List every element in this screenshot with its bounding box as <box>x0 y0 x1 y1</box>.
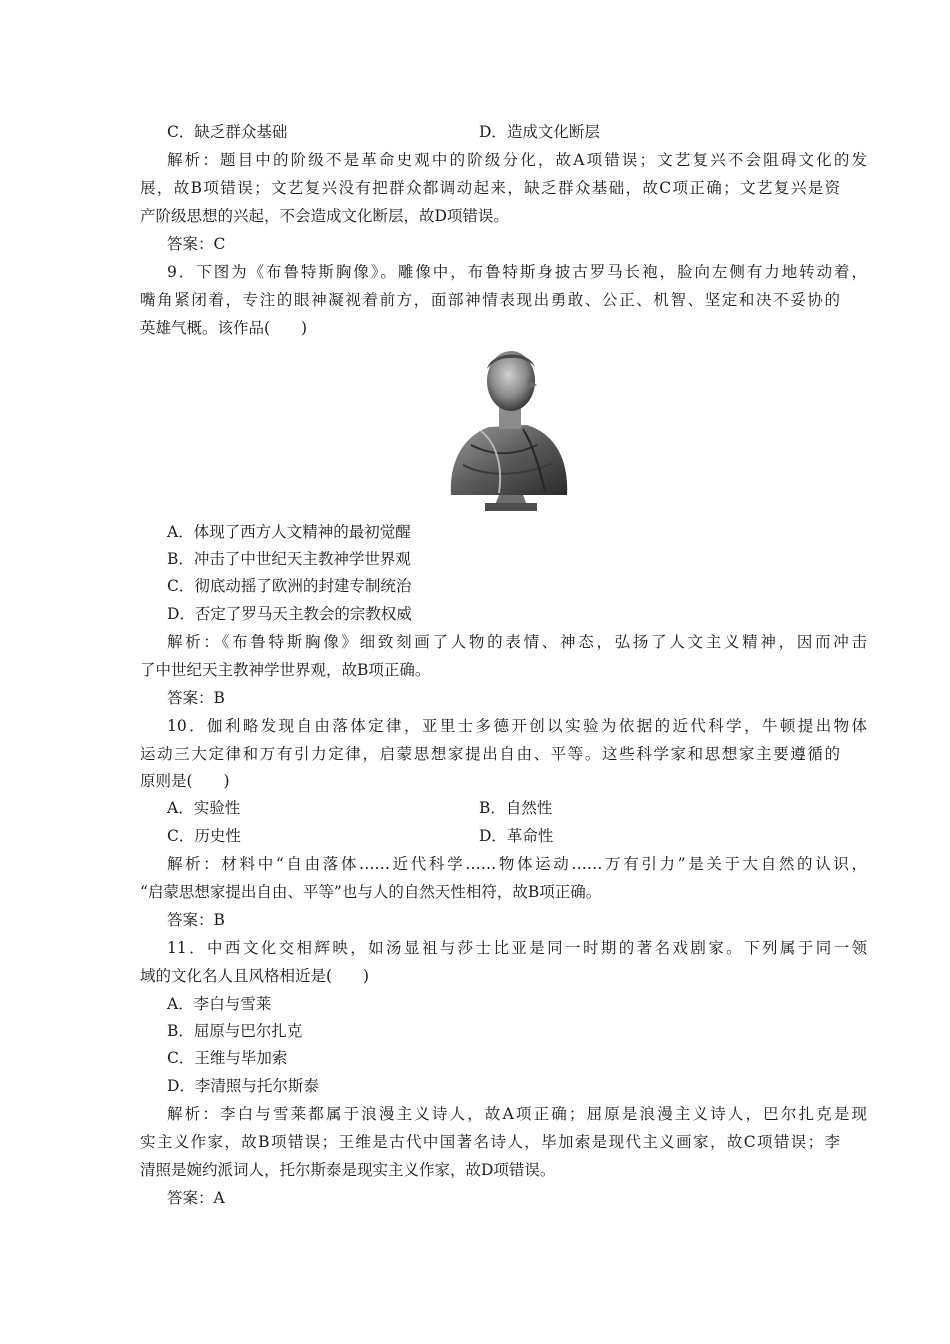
q10-analysis-line-2: “启蒙思想家提出自由、平等”也与人的自然天性相符，故B项正确。 <box>140 883 602 901</box>
q11-option-a: A．李白与雪莱 <box>167 995 272 1013</box>
q10-option-c: C．历史性 <box>167 827 241 845</box>
q11-analysis-line-3: 清照是婉约派词人，托尔斯泰是现实主义作家，故D项错误。 <box>140 1161 556 1179</box>
q11-option-d: D．李清照与托尔斯泰 <box>167 1077 319 1095</box>
q9-option-c: C．彻底动摇了欧洲的封建专制统治 <box>167 577 412 595</box>
q11-analysis-line-2: 实主义作家，故B项错误；王维是古代中国著名诗人，毕加索是现代主义画家，故C项错误；李 <box>140 1133 840 1151</box>
q11-answer: 答案：A <box>167 1189 225 1207</box>
q10-option-d: D．革命性 <box>479 827 554 845</box>
q11-stem-line-2: 域的文化名人且风格相近是( ) <box>140 967 370 985</box>
q10-stem-line-2: 运动三大定律和万有引力定律，启蒙思想家提出自由、平等。这些科学家和思想家主要遵循的 <box>140 745 840 763</box>
brutus-bust-image <box>441 345 575 513</box>
q10-answer: 答案：B <box>167 911 225 929</box>
q10-options-row-1 <box>167 798 867 818</box>
q10-option-a: A．实验性 <box>167 799 241 817</box>
q11-option-b: B．屈原与巴尔扎克 <box>167 1022 303 1040</box>
q9-answer: 答案：B <box>167 689 225 707</box>
q9-stem-line-2: 嘴角紧闭着，专注的眼神凝视着前方，面部神情表现出勇敢、公正、机智、坚定和决不妥协的 <box>140 291 840 309</box>
q9-analysis-line-2: 了中世纪天主教神学世界观，故B项正确。 <box>140 661 431 679</box>
q9-option-b: B．冲击了中世纪天主教神学世界观 <box>167 550 411 568</box>
q8-analysis-line-3: 产阶级思想的兴起，不会造成文化断层，故D项错误。 <box>140 207 509 225</box>
q11-stem-line-1: 11．中西文化交相辉映，如汤显祖与莎士比亚是同一时期的著名戏剧家。下列属于同一领 <box>167 939 867 957</box>
q8-option-d: D．造成文化断层 <box>479 123 600 141</box>
q10-stem-line-3: 原则是( ) <box>140 772 230 790</box>
q9-stem-line-3: 英雄气概。该作品( ) <box>140 319 308 337</box>
q9-analysis-line-1: 解析：《布鲁特斯胸像》细致刻画了人物的表情、神态，弘扬了人文主义精神，因而冲击 <box>167 633 867 651</box>
q10-analysis-line-1: 解析：材料中“自由落体……近代科学……物体运动……万有引力”是关于大自然的认识， <box>167 855 867 873</box>
q11-analysis-line-1: 解析：李白与雪莱都属于浪漫主义诗人，故A项正确；屈原是浪漫主义诗人，巴尔扎克是现 <box>167 1105 867 1123</box>
q8-analysis-line-2: 展，故B项错误；文艺复兴没有把群众都调动起来，缺乏群众基础，故C项正确；文艺复兴是资 <box>140 179 840 197</box>
q8-answer: 答案：C <box>167 235 226 253</box>
q9-stem-line-1: 9．下图为《布鲁特斯胸像》。雕像中，布鲁特斯身披古罗马长袍，脸向左侧有力地转动着， <box>167 263 867 281</box>
q8-analysis-line-1: 解析：题目中的阶级不是革命史观中的阶级分化，故A项错误；文艺复兴不会阻碍文化的发 <box>167 151 867 169</box>
q9-option-d: D．否定了罗马天主教会的宗教权威 <box>167 605 412 623</box>
q8-option-c: C．缺乏群众基础 <box>167 123 288 141</box>
q9-option-a: A．体现了西方人文精神的最初觉醒 <box>167 523 411 541</box>
q10-option-b: B．自然性 <box>479 799 553 817</box>
q10-stem-line-1: 10．伽利略发现自由落体定律，亚里士多德开创以实验为依据的近代科学，牛顿提出物体 <box>167 717 867 735</box>
q10-options-row-2 <box>167 826 867 846</box>
q11-option-c: C．王维与毕加索 <box>167 1049 288 1067</box>
q8-options-row <box>167 122 867 142</box>
